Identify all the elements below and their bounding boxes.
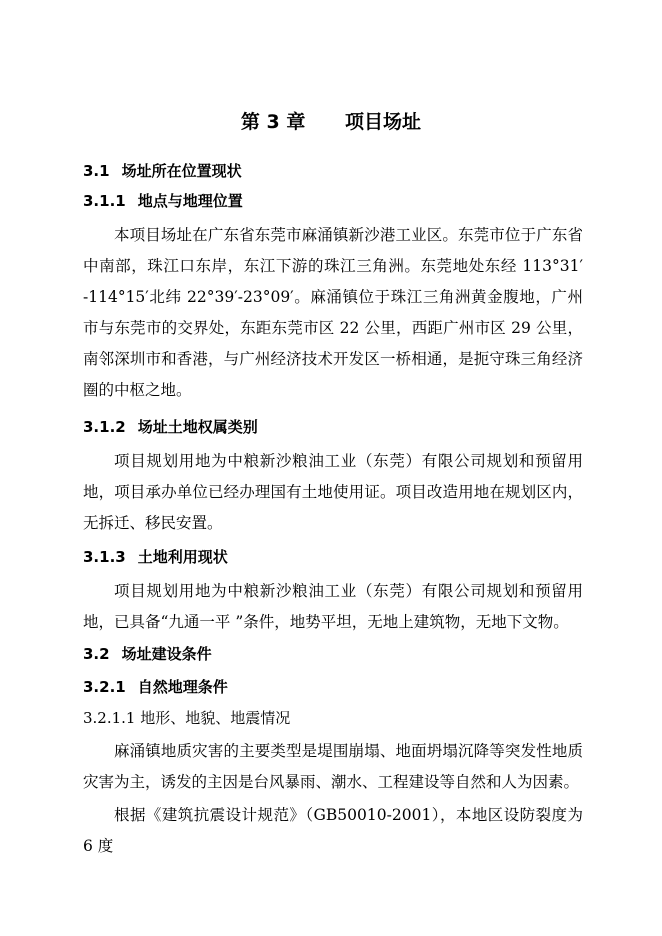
section-heading-3-1-2: [83, 416, 258, 438]
section-title: 地点与地理位置: [137, 192, 243, 210]
section-number: 3.2.1: [83, 678, 126, 696]
paragraph-land-ownership: 项目规划用地为中粮新沙粮油工业（东莞）有限公司规划和预留用地，项目承办单位已经办理国有土地使用证。项目改造用地在规划区内，无拆迁、移民安置。: [83, 452, 583, 532]
section-title: 场址土地权属类别: [137, 418, 258, 436]
section-heading-3-1-3: [83, 546, 228, 568]
section-heading-3-1: [83, 160, 242, 182]
chapter-title: 第 3 章 项目场址: [240, 111, 422, 133]
section-number: 3.1.2: [83, 418, 126, 436]
section-heading-3-2: [83, 643, 212, 665]
section-heading-3-2-1-1: 3.2.1.1 地形、地貌、地震情况: [83, 709, 291, 727]
paragraph-location: 本项目场址在广东省东莞市麻涌镇新沙港工业区。东莞市位于广东省中南部，珠江口东岸，东江下游的珠江三角洲。东莞地处东经 113°31′ -114°15′北纬 22°39′-23°09′。麻涌镇位于珠江三角洲黄金腹地，广州市与东莞市的交界处，东距东莞市区 22 公里，西距广州市区 29 公里，南邻深圳市和香港，与广州经济技术开发区一桥相通，是扼守珠三角经济圈的中枢之地。: [83, 226, 583, 399]
section-heading-3-1-1: [83, 190, 243, 212]
section-number: 3.1: [83, 162, 110, 180]
paragraph-geology: 麻涌镇地质灾害的主要类型是堤围崩塌、地面坍塌沉降等突发性地质灾害为主，诱发的主因是台风暴雨、潮水、工程建设等自然和人为因素。: [83, 742, 583, 791]
section-title: 自然地理条件: [137, 678, 228, 696]
section-heading-3-2-1: [83, 676, 228, 698]
section-number: 3.2: [83, 645, 110, 663]
section-title: 土地利用现状: [137, 548, 228, 566]
section-number: 3.1.3: [83, 548, 126, 566]
section-number: 3.1.1: [83, 192, 126, 210]
section-title: 场址所在位置现状: [121, 162, 242, 180]
section-title: 场址建设条件: [121, 645, 212, 663]
paragraph-seismic: 根据《建筑抗震设计规范》（GB50010-2001），本地区设防裂度为 6 度: [83, 806, 583, 855]
paragraph-land-use: 项目规划用地为中粮新沙粮油工业（东莞）有限公司规划和预留用地，已具备“九通一平 ”条件，地势平坦，无地上建筑物，无地下文物。: [83, 582, 583, 631]
